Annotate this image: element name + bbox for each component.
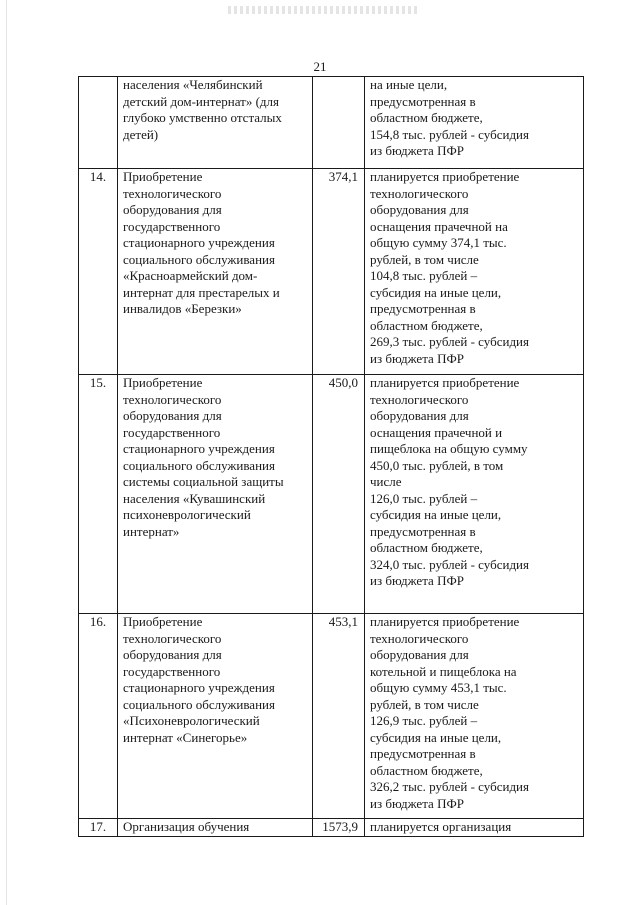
measure-note: планируется организация <box>365 819 584 837</box>
measure-name: Приобретение технологического оборудования для государственного стационарного учреждения социального обслуживания «Психоневрологический интернат «Синегорье» <box>118 614 313 819</box>
measure-name: Организация обучения <box>118 819 313 837</box>
row-number <box>79 77 118 169</box>
row-number: 17. <box>79 819 118 837</box>
measures-table <box>78 76 584 837</box>
scan-artifact-left-edge <box>6 0 7 905</box>
measure-amount: 374,1 <box>313 169 365 375</box>
measure-note: на иные цели, предусмотренная в областном бюджете, 154,8 тыс. рублей - субсидия из бюджета ПФР <box>365 77 584 169</box>
page-number: 21 <box>313 59 327 74</box>
measure-amount: 1573,9 <box>313 819 365 837</box>
row-number: 16. <box>79 614 118 819</box>
measure-name: Приобретение технологического оборудования для государственного стационарного учреждения социального обслуживания системы социальной защиты населения «Кувашинский психоневрологический интернат» <box>118 375 313 614</box>
measure-amount <box>313 77 365 169</box>
row-number: 14. <box>79 169 118 375</box>
measure-note: планируется приобретение технологического оборудования для котельной и пищеблока на общую сумму 453,1 тыс. рублей, в том числе 126,9 тыс. рублей – субсидия на иные цели, предусмотренная в областном бюджете, 326,2 тыс. рублей - субсидия из бюджета ПФР <box>365 614 584 819</box>
measure-note: планируется приобретение технологического оборудования для оснащения прачечной на общую сумму 374,1 тыс. рублей, в том числе 104,8 тыс. рублей – субсидия на иные цели, предусмотренная в областном бюджете, 269,3 тыс. рублей - субсидия из бюджета ПФР <box>365 169 584 375</box>
table-row <box>79 169 584 375</box>
table-row <box>79 614 584 819</box>
scan-artifact-top <box>228 6 418 14</box>
table-row <box>79 375 584 614</box>
measure-name: Приобретение технологического оборудования для государственного стационарного учреждения социального обслуживания «Красноармейский дом- интернат для престарелых и инвалидов «Березки» <box>118 169 313 375</box>
measure-amount: 450,0 <box>313 375 365 614</box>
table-row <box>79 77 584 169</box>
measure-note: планируется приобретение технологического оборудования для оснащения прачечной и пищеблока на общую сумму 450,0 тыс. рублей, в том числе 126,0 тыс. рублей – субсидия на иные цели, предусмотренная в областном бюджете, 324,0 тыс. рублей - субсидия из бюджета ПФР <box>365 375 584 614</box>
table-row <box>79 819 584 837</box>
row-number: 15. <box>79 375 118 614</box>
measure-name: населения «Челябинский детский дом-интернат» (для глубоко умственно отсталых детей) <box>118 77 313 169</box>
measure-amount: 453,1 <box>313 614 365 819</box>
